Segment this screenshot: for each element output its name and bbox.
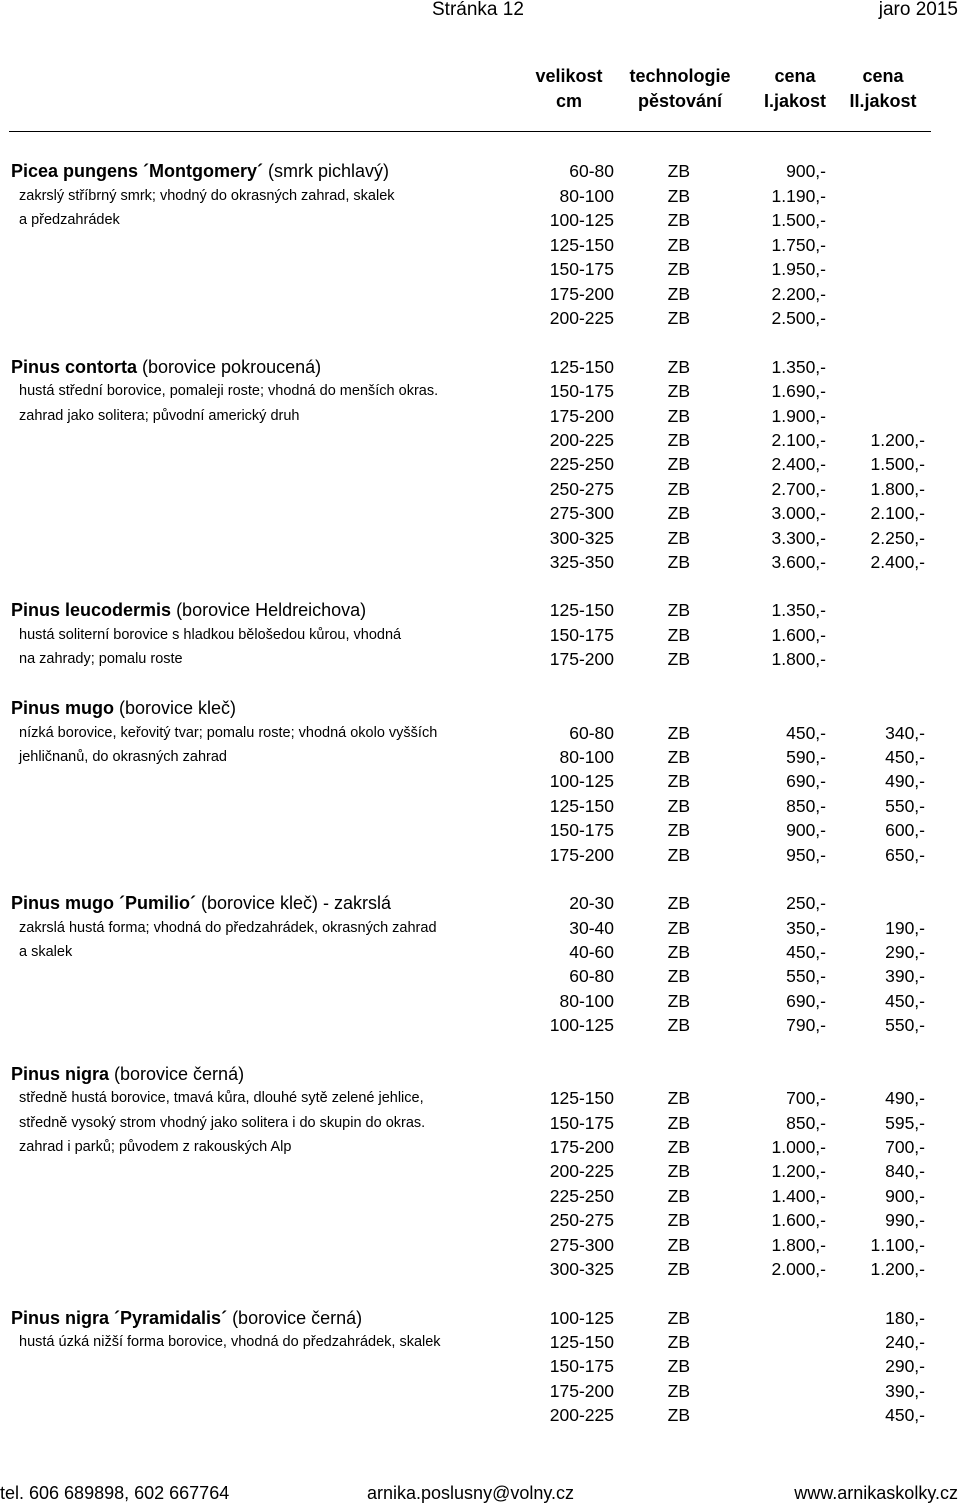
- column-header-price-second-quality: cena II.jakost: [849, 66, 917, 111]
- size-cell: 150-175: [549, 1356, 614, 1376]
- species-description: zahrad i parků; původem z rakouských Alp: [19, 1139, 292, 1155]
- technology-cell: ZB: [667, 430, 690, 450]
- table-row: [0, 1233, 960, 1257]
- species-title-row: [0, 696, 960, 720]
- table-row: [0, 233, 960, 257]
- size-cell: 300-325: [549, 1259, 614, 1279]
- size-cell: 60-80: [569, 723, 614, 743]
- technology-cell: ZB: [667, 1088, 690, 1108]
- technology-cell: ZB: [667, 796, 690, 816]
- table-row: [0, 428, 960, 452]
- size-cell: 20-30: [569, 893, 614, 913]
- price-second-cell: 390,-: [885, 966, 925, 986]
- species-description: středně hustá borovice, tmavá kůra, dlouhé sytě zelené jehlice,: [19, 1090, 424, 1106]
- size-cell: 250-275: [549, 479, 614, 499]
- size-cell: 80-100: [559, 747, 614, 767]
- species-description: zakrslá hustá forma; vhodná do předzahrádek, okrasných zahrad: [19, 920, 437, 936]
- size-cell: 200-225: [549, 430, 614, 450]
- table-row: [0, 404, 960, 428]
- price-first-cell: 790,-: [786, 1015, 826, 1035]
- size-cell: 175-200: [549, 1137, 614, 1157]
- price-second-cell: 900,-: [885, 1186, 925, 1206]
- species-title-row: [0, 355, 960, 379]
- size-cell: 125-150: [549, 235, 614, 255]
- price-first-cell: 3.300,-: [771, 528, 826, 548]
- price-second-cell: 840,-: [885, 1161, 925, 1181]
- species-common-name: (borovice kleč) - zakrslá: [196, 893, 392, 913]
- technology-cell: ZB: [667, 479, 690, 499]
- technology-cell: ZB: [667, 1332, 690, 1352]
- technology-cell: ZB: [667, 1259, 690, 1279]
- technology-cell: ZB: [667, 1381, 690, 1401]
- price-second-cell: 190,-: [885, 918, 925, 938]
- table-row: [0, 769, 960, 793]
- species-description: na zahrady; pomalu roste: [19, 651, 183, 667]
- size-cell: 175-200: [549, 1381, 614, 1401]
- table-row: [0, 1354, 960, 1378]
- size-cell: 150-175: [549, 259, 614, 279]
- technology-cell: ZB: [667, 1235, 690, 1255]
- size-cell: 275-300: [549, 503, 614, 523]
- price-first-cell: 590,-: [786, 747, 826, 767]
- price-second-cell: 2.100,-: [870, 503, 925, 523]
- price-second-cell: 1.100,-: [870, 1235, 925, 1255]
- size-cell: 200-225: [549, 1161, 614, 1181]
- size-cell: 40-60: [569, 942, 614, 962]
- table-row: [0, 1086, 960, 1110]
- species-title: [11, 1062, 244, 1086]
- species-title: [11, 891, 391, 915]
- price-first-cell: 900,-: [786, 161, 826, 181]
- size-cell: 125-150: [549, 1332, 614, 1352]
- season-label: jaro 2015: [878, 0, 958, 20]
- price-first-cell: 2.700,-: [771, 479, 826, 499]
- table-row: [0, 1013, 960, 1037]
- size-cell: 250-275: [549, 1210, 614, 1230]
- price-first-cell: 2.400,-: [771, 454, 826, 474]
- technology-cell: ZB: [667, 1405, 690, 1425]
- price-first-cell: 1.900,-: [771, 406, 826, 426]
- price-second-cell: 1.200,-: [870, 1259, 925, 1279]
- technology-cell: ZB: [667, 625, 690, 645]
- price-first-cell: 1.600,-: [771, 625, 826, 645]
- species-description: jehličnanů, do okrasných zahrad: [19, 749, 227, 765]
- price-second-cell: 1.200,-: [870, 430, 925, 450]
- species-title-row: [0, 159, 960, 183]
- price-first-cell: 2.500,-: [771, 308, 826, 328]
- size-cell: 100-125: [549, 771, 614, 791]
- table-row: [0, 1403, 960, 1427]
- price-first-cell: 1.690,-: [771, 381, 826, 401]
- table-row: [0, 208, 960, 232]
- price-first-cell: 550,-: [786, 966, 826, 986]
- species-title: [11, 159, 389, 183]
- size-cell: 100-125: [549, 1308, 614, 1328]
- technology-cell: ZB: [667, 210, 690, 230]
- price-first-cell: 1.400,-: [771, 1186, 826, 1206]
- technology-cell: ZB: [667, 161, 690, 181]
- table-row: [0, 989, 960, 1013]
- species-common-name: (borovice černá): [227, 1308, 363, 1328]
- species-latin-name: Picea pungens ´Montgomery´: [11, 161, 264, 181]
- size-cell: 80-100: [559, 991, 614, 1011]
- species-description: nízká borovice, keřovitý tvar; pomalu roste; vhodná okolo vyšších: [19, 725, 438, 741]
- species-description: hustá úzká nižší forma borovice, vhodná do předzahrádek, skalek: [19, 1334, 441, 1350]
- table-row: [0, 1208, 960, 1232]
- price-first-cell: 3.600,-: [771, 552, 826, 572]
- price-second-cell: 450,-: [885, 747, 925, 767]
- species-latin-name: Pinus contorta: [11, 357, 138, 377]
- price-second-cell: 290,-: [885, 1356, 925, 1376]
- table-row: [0, 184, 960, 208]
- technology-cell: ZB: [667, 406, 690, 426]
- price-first-cell: 950,-: [786, 845, 826, 865]
- size-cell: 150-175: [549, 625, 614, 645]
- table-row: [0, 940, 960, 964]
- table-row: [0, 721, 960, 745]
- size-cell: 80-100: [559, 186, 614, 206]
- size-cell: 60-80: [569, 966, 614, 986]
- table-row: [0, 282, 960, 306]
- size-cell: 225-250: [549, 454, 614, 474]
- column-header-size: velikost cm: [535, 66, 603, 111]
- species-description: zahrad jako solitera; původní americký druh: [19, 408, 300, 424]
- size-cell: 200-225: [549, 308, 614, 328]
- price-first-cell: 1.800,-: [771, 649, 826, 669]
- table-row: [0, 1330, 960, 1354]
- technology-cell: ZB: [667, 649, 690, 669]
- size-cell: 325-350: [549, 552, 614, 572]
- technology-cell: ZB: [667, 942, 690, 962]
- table-row: [0, 794, 960, 818]
- technology-cell: ZB: [667, 235, 690, 255]
- technology-cell: ZB: [667, 503, 690, 523]
- technology-cell: ZB: [667, 747, 690, 767]
- size-cell: 150-175: [549, 1113, 614, 1133]
- price-first-cell: 1.190,-: [771, 186, 826, 206]
- technology-cell: ZB: [667, 1161, 690, 1181]
- technology-cell: ZB: [667, 1186, 690, 1206]
- table-row: [0, 306, 960, 330]
- price-first-cell: 2.200,-: [771, 284, 826, 304]
- price-second-cell: 450,-: [885, 1405, 925, 1425]
- table-row: [0, 1135, 960, 1159]
- price-first-cell: 700,-: [786, 1088, 826, 1108]
- footer-email[interactable]: arnika.poslusny@volny.cz: [367, 1483, 575, 1503]
- price-first-cell: 850,-: [786, 1113, 826, 1133]
- table-row: [0, 501, 960, 525]
- size-cell: 100-125: [549, 1015, 614, 1035]
- price-first-cell: 1.800,-: [771, 1235, 826, 1255]
- technology-cell: ZB: [667, 381, 690, 401]
- technology-cell: ZB: [667, 308, 690, 328]
- size-cell: 150-175: [549, 820, 614, 840]
- price-first-cell: 2.100,-: [771, 430, 826, 450]
- species-latin-name: Pinus mugo: [11, 698, 114, 718]
- table-row: [0, 916, 960, 940]
- technology-cell: ZB: [667, 357, 690, 377]
- footer-phone: tel. 606 689898, 602 667764: [0, 1483, 230, 1503]
- technology-cell: ZB: [667, 552, 690, 572]
- species-common-name: (smrk pichlavý): [263, 161, 390, 181]
- size-cell: 125-150: [549, 357, 614, 377]
- technology-cell: ZB: [667, 600, 690, 620]
- species-title-row: [0, 1306, 960, 1330]
- species-description: a předzahrádek: [19, 212, 120, 228]
- page-number: Stránka 12: [432, 0, 524, 20]
- price-second-cell: 990,-: [885, 1210, 925, 1230]
- species-common-name: (borovice černá): [109, 1064, 245, 1084]
- technology-cell: ZB: [667, 1356, 690, 1376]
- species-title-row: [0, 891, 960, 915]
- price-second-cell: 700,-: [885, 1137, 925, 1157]
- technology-cell: ZB: [667, 1210, 690, 1230]
- size-cell: 175-200: [549, 845, 614, 865]
- price-first-cell: 690,-: [786, 991, 826, 1011]
- table-row: [0, 452, 960, 476]
- price-first-cell: 1.350,-: [771, 357, 826, 377]
- price-second-cell: 2.250,-: [870, 528, 925, 548]
- technology-cell: ZB: [667, 893, 690, 913]
- species-common-name: (borovice pokroucená): [137, 357, 322, 377]
- size-cell: 125-150: [549, 600, 614, 620]
- species-description: a skalek: [19, 944, 73, 960]
- price-first-cell: 450,-: [786, 942, 826, 962]
- technology-cell: ZB: [667, 1308, 690, 1328]
- price-first-cell: 2.000,-: [771, 1259, 826, 1279]
- technology-cell: ZB: [667, 528, 690, 548]
- price-first-cell: 250,-: [786, 893, 826, 913]
- price-second-cell: 1.500,-: [870, 454, 925, 474]
- price-first-cell: 690,-: [786, 771, 826, 791]
- size-cell: 125-150: [549, 796, 614, 816]
- technology-cell: ZB: [667, 820, 690, 840]
- price-second-cell: 240,-: [885, 1332, 925, 1352]
- species-latin-name: Pinus nigra: [11, 1064, 110, 1084]
- table-row: [0, 257, 960, 281]
- price-second-cell: 2.400,-: [870, 552, 925, 572]
- table-row: [0, 623, 960, 647]
- size-cell: 60-80: [569, 161, 614, 181]
- price-second-cell: 490,-: [885, 771, 925, 791]
- price-second-cell: 490,-: [885, 1088, 925, 1108]
- price-first-cell: 450,-: [786, 723, 826, 743]
- footer-website[interactable]: www.arnikaskolky.cz: [794, 1483, 958, 1503]
- price-first-cell: 850,-: [786, 796, 826, 816]
- price-second-cell: 550,-: [885, 796, 925, 816]
- species-title: [11, 1306, 362, 1330]
- technology-cell: ZB: [667, 723, 690, 743]
- species-description: hustá soliterní borovice s hladkou bělošedou kůrou, vhodná: [19, 627, 402, 643]
- table-row: [0, 647, 960, 671]
- price-first-cell: 900,-: [786, 820, 826, 840]
- technology-cell: ZB: [667, 1015, 690, 1035]
- table-row: [0, 1111, 960, 1135]
- table-row: [0, 1184, 960, 1208]
- table-row: [0, 843, 960, 867]
- technology-cell: ZB: [667, 918, 690, 938]
- price-second-cell: 550,-: [885, 1015, 925, 1035]
- species-common-name: (borovice Heldreichova): [171, 600, 367, 620]
- price-first-cell: 350,-: [786, 918, 826, 938]
- species-title-row: [0, 598, 960, 622]
- species-description: zakrslý stříbrný smrk; vhodný do okrasných zahrad, skalek: [19, 188, 395, 204]
- price-first-cell: 1.350,-: [771, 600, 826, 620]
- technology-cell: ZB: [667, 1137, 690, 1157]
- price-second-cell: 290,-: [885, 942, 925, 962]
- column-header-technology: technologie pěstování: [629, 66, 731, 111]
- price-second-cell: 340,-: [885, 723, 925, 743]
- price-first-cell: 1.600,-: [771, 1210, 826, 1230]
- table-row: [0, 526, 960, 550]
- table-row: [0, 1257, 960, 1281]
- page-header: [0, 0, 960, 24]
- technology-cell: ZB: [667, 186, 690, 206]
- technology-cell: ZB: [667, 991, 690, 1011]
- technology-cell: ZB: [667, 284, 690, 304]
- species-description: hustá střední borovice, pomaleji roste; vhodná do menších okras.: [19, 383, 439, 399]
- technology-cell: ZB: [667, 454, 690, 474]
- price-second-cell: 180,-: [885, 1308, 925, 1328]
- page-footer: [0, 1483, 960, 1507]
- price-first-cell: 1.200,-: [771, 1161, 826, 1181]
- table-row: [0, 379, 960, 403]
- header-divider: [9, 131, 931, 132]
- species-description: středně vysoký strom vhodný jako solitera i do skupin do okras.: [19, 1115, 426, 1131]
- price-second-cell: 450,-: [885, 991, 925, 1011]
- table-row: [0, 477, 960, 501]
- table-row: [0, 550, 960, 574]
- size-cell: 175-200: [549, 406, 614, 426]
- column-header-price-first-quality: cena I.jakost: [763, 66, 827, 111]
- technology-cell: ZB: [667, 771, 690, 791]
- species-title-row: [0, 1062, 960, 1086]
- table-row: [0, 818, 960, 842]
- technology-cell: ZB: [667, 845, 690, 865]
- price-first-cell: 1.950,-: [771, 259, 826, 279]
- price-second-cell: 600,-: [885, 820, 925, 840]
- size-cell: 150-175: [549, 381, 614, 401]
- species-latin-name: Pinus leucodermis: [11, 600, 172, 620]
- price-first-cell: 1.000,-: [771, 1137, 826, 1157]
- size-cell: 275-300: [549, 1235, 614, 1255]
- technology-cell: ZB: [667, 259, 690, 279]
- price-first-cell: 1.750,-: [771, 235, 826, 255]
- species-latin-name: Pinus mugo ´Pumilio´: [11, 893, 196, 913]
- species-title: [11, 598, 366, 622]
- species-title: [11, 696, 236, 720]
- table-row: [0, 1379, 960, 1403]
- price-first-cell: 3.000,-: [771, 503, 826, 523]
- price-second-cell: 1.800,-: [870, 479, 925, 499]
- species-title: [11, 355, 321, 379]
- species-latin-name: Pinus nigra ´Pyramidalis´: [11, 1308, 228, 1328]
- size-cell: 200-225: [549, 1405, 614, 1425]
- table-row: [0, 1159, 960, 1183]
- price-first-cell: 1.500,-: [771, 210, 826, 230]
- price-second-cell: 595,-: [885, 1113, 925, 1133]
- technology-cell: ZB: [667, 1113, 690, 1133]
- species-common-name: (borovice kleč): [114, 698, 237, 718]
- size-cell: 175-200: [549, 284, 614, 304]
- size-cell: 100-125: [549, 210, 614, 230]
- size-cell: 225-250: [549, 1186, 614, 1206]
- price-second-cell: 390,-: [885, 1381, 925, 1401]
- table-row: [0, 964, 960, 988]
- size-cell: 30-40: [569, 918, 614, 938]
- size-cell: 300-325: [549, 528, 614, 548]
- size-cell: 125-150: [549, 1088, 614, 1108]
- technology-cell: ZB: [667, 966, 690, 986]
- table-row: [0, 745, 960, 769]
- price-second-cell: 650,-: [885, 845, 925, 865]
- size-cell: 175-200: [549, 649, 614, 669]
